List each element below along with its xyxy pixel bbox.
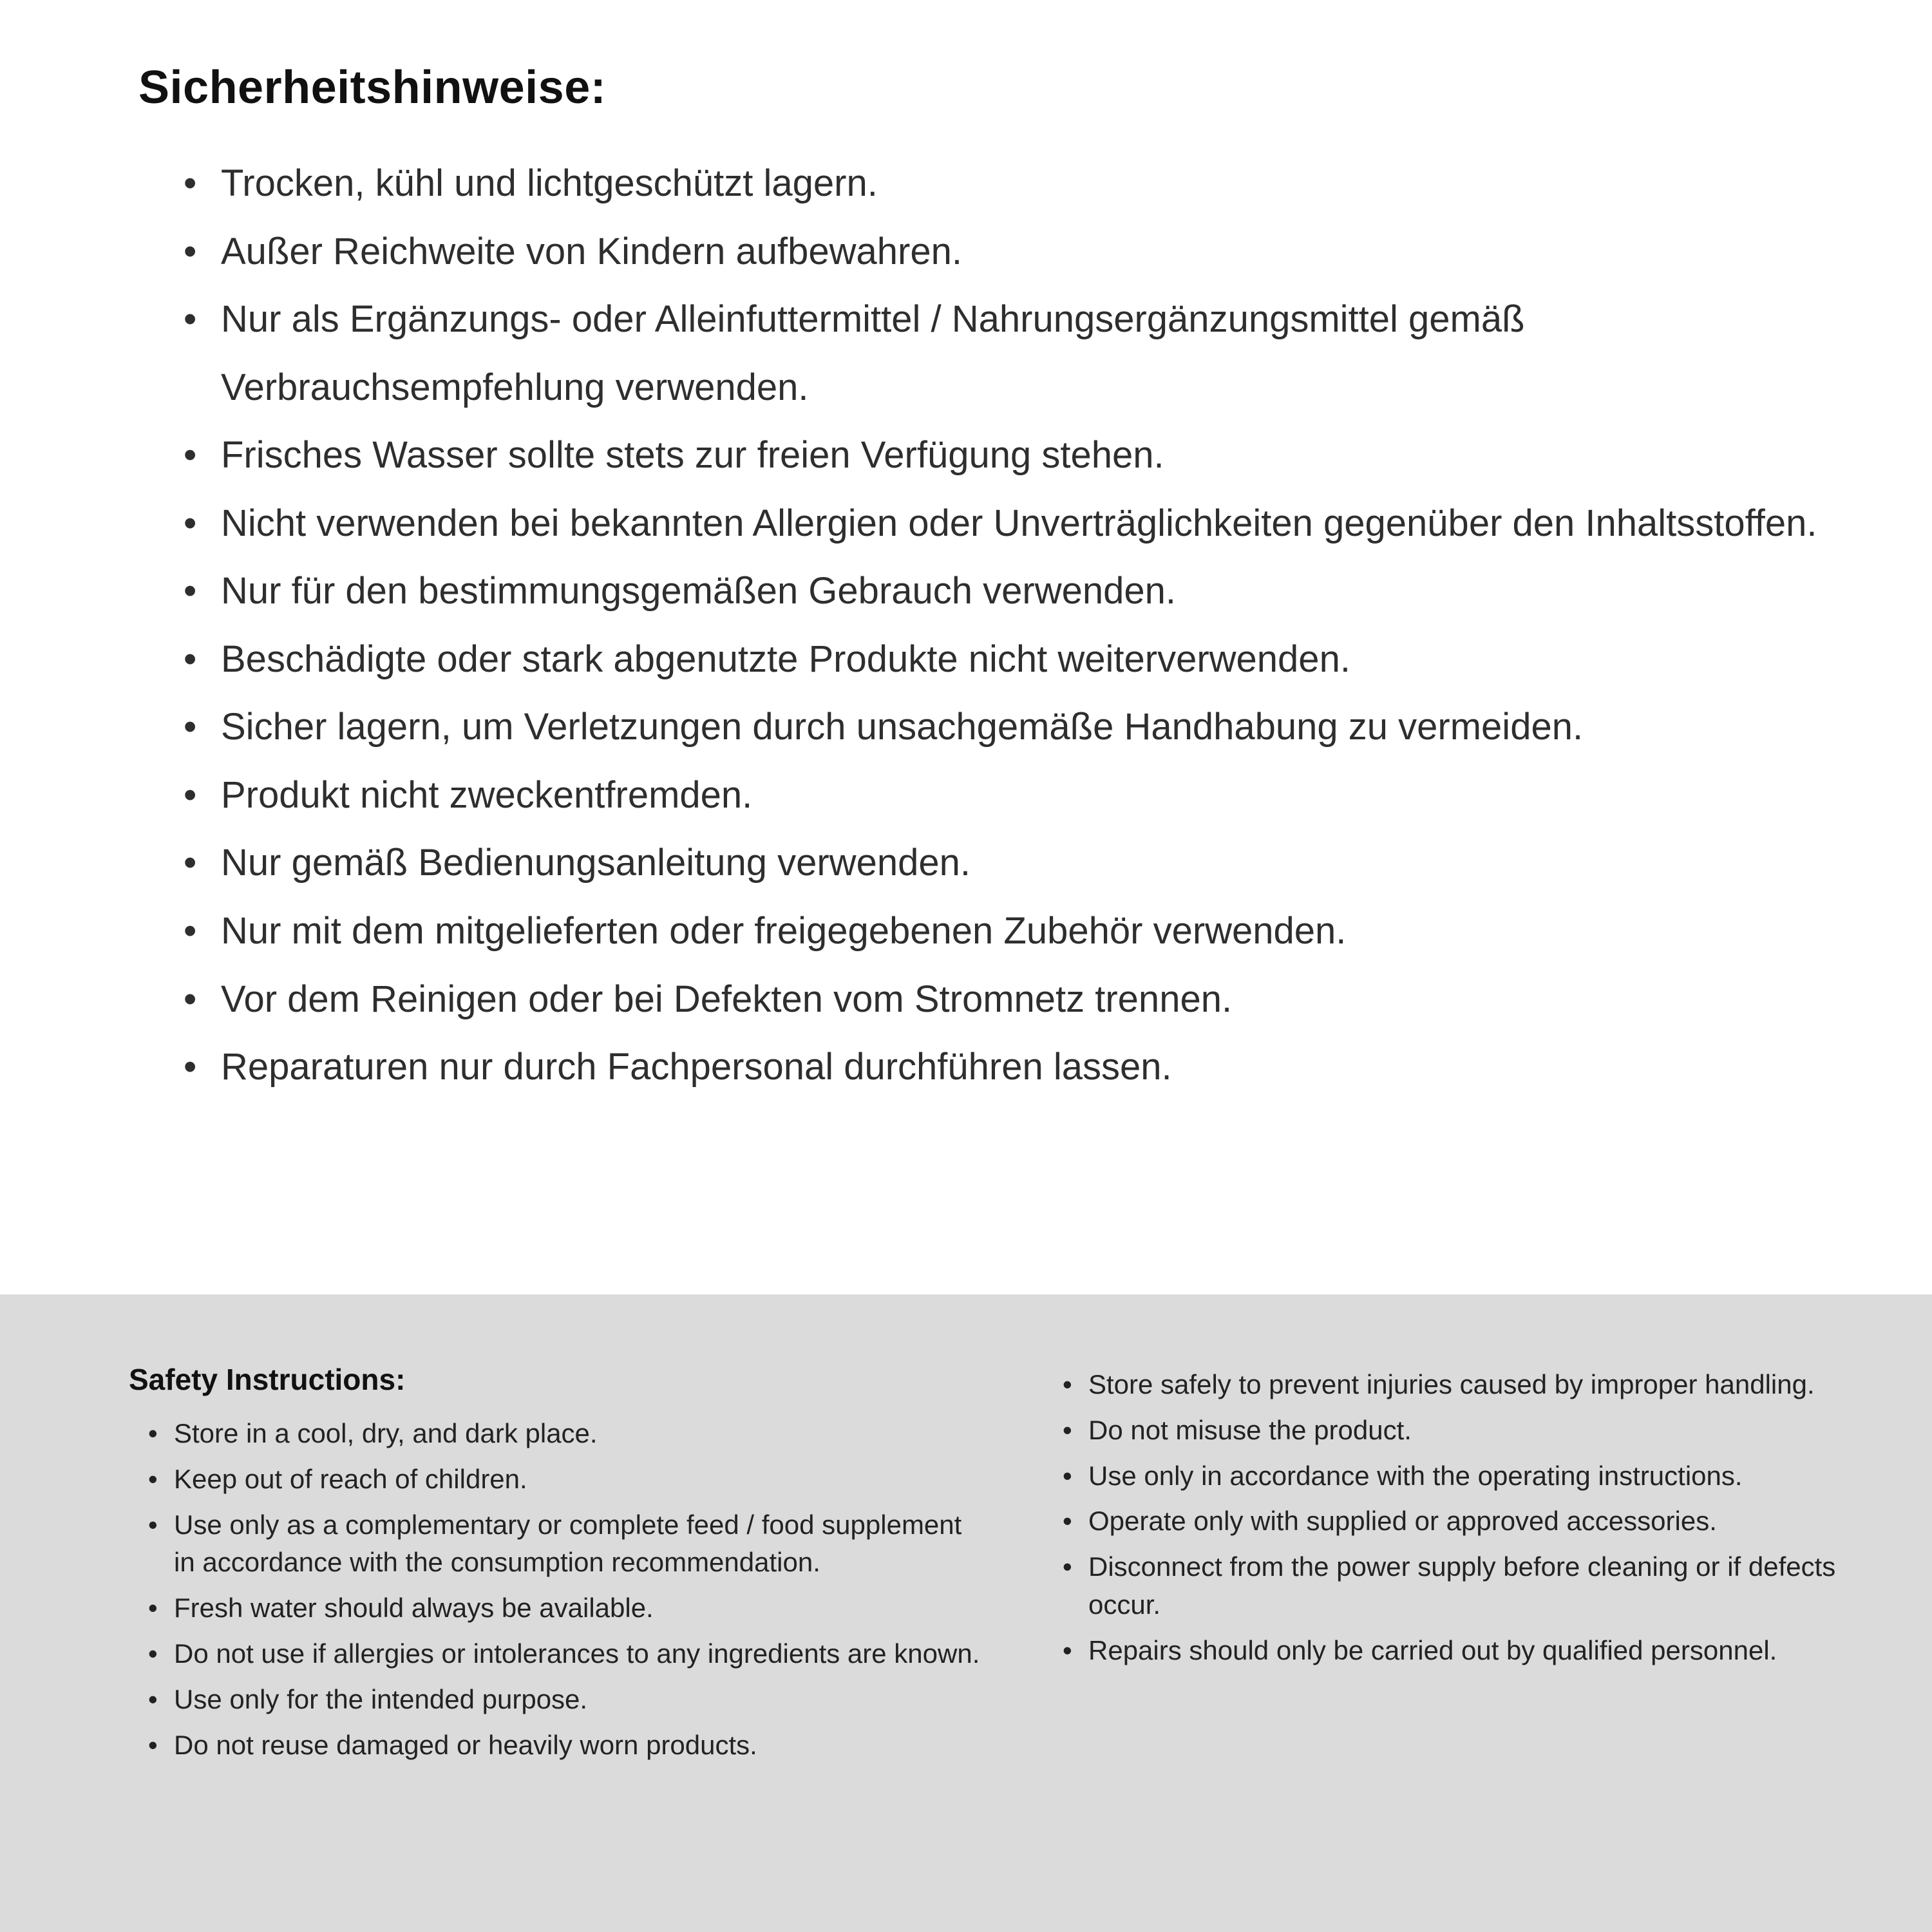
bullet-icon: • [184, 570, 197, 612]
german-bullet-item [184, 761, 1861, 829]
bullet-icon: • [184, 638, 197, 680]
bullet-icon: • [1063, 1551, 1072, 1582]
bullet-text: Produkt nicht zweckentfremden. [221, 773, 753, 816]
bullet-text: Nur mit dem mitgelieferten oder freigegebenen Zubehör verwenden. [221, 910, 1347, 952]
bullet-icon: • [1063, 1414, 1072, 1445]
german-bullet-item [184, 489, 1861, 558]
german-bullet-item [184, 285, 1861, 421]
english-bullet-item [148, 1415, 985, 1453]
bullet-icon: • [184, 978, 197, 1020]
bullet-text: Use only in accordance with the operating instructions. [1088, 1460, 1743, 1491]
bullet-text: Use only as a complementary or complete feed / food supplement in accordance with the consumption recommendation. [174, 1509, 962, 1578]
english-right-column [1063, 1362, 1839, 1893]
bullet-icon: • [184, 502, 197, 544]
bullet-icon: • [184, 910, 197, 952]
english-bullet-item [148, 1635, 985, 1673]
bullet-text: Do not misuse the product. [1088, 1414, 1412, 1445]
bullet-icon: • [148, 1638, 158, 1669]
english-bullet-item [1063, 1457, 1839, 1495]
german-bullet-item [184, 625, 1861, 694]
bullet-text: Repairs should only be carried out by qualified personnel. [1088, 1634, 1777, 1665]
bullet-text: Nur gemäß Bedienungsanleitung verwenden. [221, 842, 971, 884]
german-bullet-list [138, 149, 1861, 1101]
german-bullet-item [184, 693, 1861, 761]
bullet-icon: • [184, 230, 197, 272]
bullet-text: Do not reuse damaged or heavily worn products. [174, 1729, 757, 1760]
bullet-text: Operate only with supplied or approved accessories. [1088, 1506, 1717, 1537]
bullet-text: Store in a cool, dry, and dark place. [174, 1418, 598, 1448]
english-bullet-item [148, 1506, 985, 1582]
bullet-text: Disconnect from the power supply before cleaning or if defects occur. [1088, 1551, 1836, 1620]
bullet-text: Nur als Ergänzungs- oder Alleinfuttermittel / Nahrungsergänzungsmittel gemäß Verbrauchsempfehlung verwenden. [221, 298, 1525, 408]
bullet-text: Vor dem Reinigen oder bei Defekten vom Stromnetz trennen. [221, 978, 1233, 1020]
english-safety-section [0, 1294, 1932, 1932]
bullet-text: Trocken, kühl und lichtgeschützt lagern. [221, 162, 878, 204]
english-left-column [129, 1362, 985, 1893]
german-bullet-item [184, 1033, 1861, 1101]
english-bullet-item [148, 1589, 985, 1627]
bullet-icon: • [1063, 1634, 1072, 1665]
bullet-icon: • [148, 1683, 158, 1714]
german-bullet-item [184, 557, 1861, 625]
bullet-icon: • [184, 162, 197, 204]
english-section-heading: Safety Instructions: [129, 1363, 406, 1396]
english-bullet-item [148, 1727, 985, 1765]
bullet-text: Beschädigte oder stark abgenutzte Produkte nicht weiterverwenden. [221, 638, 1350, 680]
bullet-text: Nur für den bestimmungsgemäßen Gebrauch verwenden. [221, 570, 1176, 612]
german-bullet-item [184, 421, 1861, 489]
bullet-text: Sicher lagern, um Verletzungen durch unsachgemäße Handhabung zu vermeiden. [221, 706, 1584, 748]
bullet-text: Fresh water should always be available. [174, 1593, 654, 1624]
english-bullet-item [1063, 1412, 1839, 1450]
bullet-icon: • [148, 1729, 158, 1760]
bullet-icon: • [1063, 1506, 1072, 1537]
english-bullet-item [1063, 1502, 1839, 1540]
bullet-text: Nicht verwenden bei bekannten Allergien oder Unverträglichkeiten gegenüber den Inhaltsstoffen. [221, 502, 1817, 544]
bullet-text: Frisches Wasser sollte stets zur freien Verfügung stehen. [221, 434, 1164, 477]
bullet-text: Außer Reichweite von Kindern aufbewahren. [221, 230, 962, 272]
english-left-bullet-list [129, 1415, 985, 1764]
english-bullet-item [148, 1461, 985, 1499]
english-bullet-item [1063, 1548, 1839, 1624]
bullet-icon: • [184, 842, 197, 884]
bullet-icon: • [148, 1418, 158, 1448]
bullet-icon: • [1063, 1460, 1072, 1491]
bullet-text: Reparaturen nur durch Fachpersonal durchführen lassen. [221, 1046, 1172, 1088]
english-bullet-item [148, 1681, 985, 1719]
bullet-text: Keep out of reach of children. [174, 1463, 527, 1494]
english-right-bullet-list [1063, 1366, 1839, 1670]
bullet-icon: • [184, 298, 197, 341]
bullet-text: Use only for the intended purpose. [174, 1683, 588, 1714]
bullet-icon: • [148, 1463, 158, 1494]
english-bullet-item [1063, 1632, 1839, 1670]
bullet-icon: • [148, 1593, 158, 1624]
bullet-icon: • [184, 1046, 197, 1088]
german-bullet-item [184, 897, 1861, 965]
bullet-text: Do not use if allergies or intolerances to any ingredients are known. [174, 1638, 980, 1669]
german-bullet-item [184, 218, 1861, 286]
german-bullet-item [184, 829, 1861, 897]
german-section-heading: Sicherheitshinweise: [138, 62, 607, 113]
bullet-text: Store safely to prevent injuries caused by improper handling. [1088, 1369, 1815, 1399]
bullet-icon: • [184, 434, 197, 477]
english-bullet-item [1063, 1366, 1839, 1404]
german-bullet-item [184, 149, 1861, 218]
bullet-icon: • [148, 1509, 158, 1540]
bullet-icon: • [1063, 1369, 1072, 1399]
bullet-icon: • [184, 773, 197, 816]
german-bullet-item [184, 965, 1861, 1034]
bullet-icon: • [184, 706, 197, 748]
